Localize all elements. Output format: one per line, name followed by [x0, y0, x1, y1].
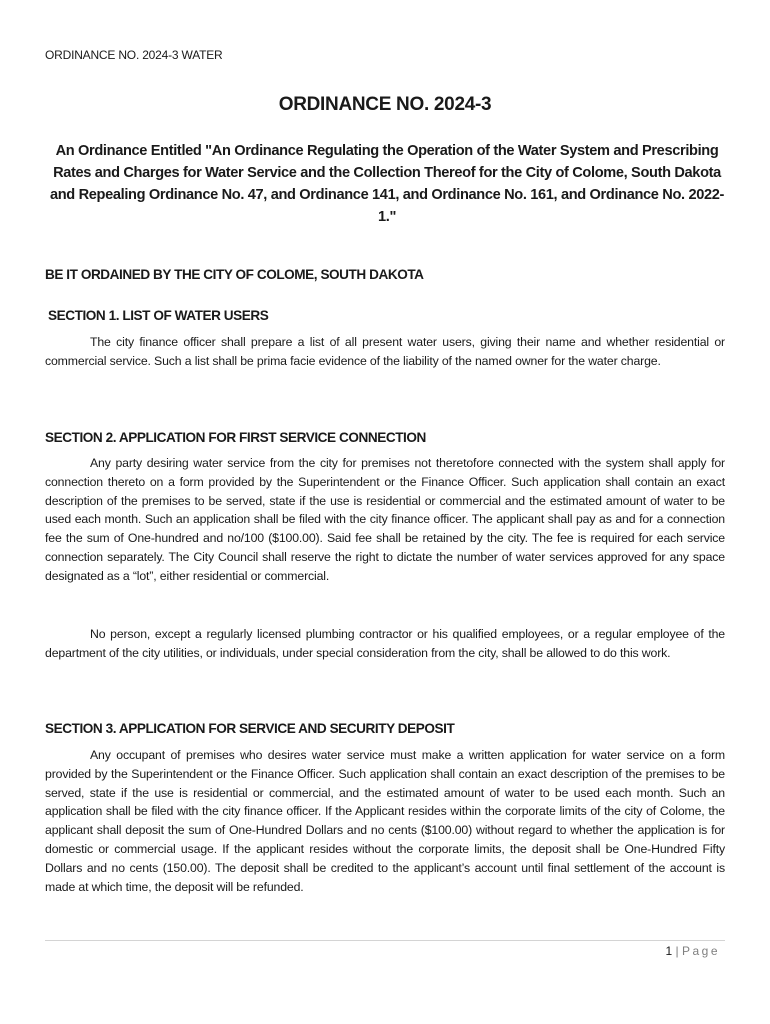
section-1-paragraph-1: The city finance officer shall prepare a list of all present water users, giving their name and whether residential or commercial service. Such a list shall be prima facie evidence of the liability of the named owner for the water charge.	[45, 335, 725, 368]
page-footer	[665, 944, 720, 958]
section-3-paragraph-1: Any occupant of premises who desires water service must make a written application for water service on a form provided by the Superintendent or the Finance Officer. Such application shall contain an exact description of the premises to be served, state if the use is residential or commercial, and the estimated amount of water to be used each month. Such an application shall be filed with the city finance officer. If the Applicant resides within the corporate limits of the city of Colome, the applicant shall deposit the sum of One-Hundred Dollars and no cents ($100.00) without regard to whether the application is for domestic or commercial usage. If the applicant resides without the corporate limits, the deposit shall be One-Hundred Fifty Dollars and no cents (150.00). The deposit shall be credited to the applicant’s account until final settlement of the account is made at which time, the deposit will be refunded.	[45, 748, 725, 894]
enacting-clause: BE IT ORDAINED BY THE CITY OF COLOME, SOUTH DAKOTA	[45, 267, 424, 282]
document-title: ORDINANCE NO. 2024-3	[278, 94, 492, 115]
page-label: Page	[681, 944, 720, 958]
section-2-heading: SECTION 2. APPLICATION FOR FIRST SERVICE CONNECTION	[45, 430, 426, 445]
footer-separator: |	[675, 944, 679, 958]
page-number: 1	[665, 944, 673, 958]
section-2-paragraph-1: Any party desiring water service from the city for premises not theretofore connected with the system shall apply for connection thereto on a form provided by the Superintendent or the Finance Officer. Such application shall contain an exact description of the premises to be served, state if the use is residential or commercial and the estimated amount of water to be used each month. Such an application shall be filed with the city finance officer. The applicant shall pay as and for a connection fee the sum of One-hundred and no/100 ($100.00). Said fee shall be retained by the city. The fee is required for each service connection separately. The City Council shall reserve the right to dictate the number of water services approved for any space designated as a “lot”, either residential or commercial.	[45, 456, 725, 583]
document-subtitle: An Ordinance Entitled "An Ordinance Regulating the Operation of the Water System and Prescribing Rates and Charges for Water Service and the Collection Thereof for the City of Colome, South Dakota and Repealing Ordinance No. 47, and Ordinance 141, and Ordinance No. 161, and Ordinance No. 2022-1."	[49, 143, 725, 225]
section-2-paragraph-2: No person, except a regularly licensed plumbing contractor or his qualified employees, or a regular employee of the department of the city utilities, or individuals, under special consideration from the city, shall be allowed to do this work.	[45, 627, 725, 660]
footer-divider	[45, 940, 725, 941]
section-3-heading: SECTION 3. APPLICATION FOR SERVICE AND SECURITY DEPOSIT	[45, 721, 455, 736]
running-header: ORDINANCE NO. 2024-3 WATER	[45, 48, 223, 62]
section-1-heading: SECTION 1. LIST OF WATER USERS	[48, 308, 269, 323]
